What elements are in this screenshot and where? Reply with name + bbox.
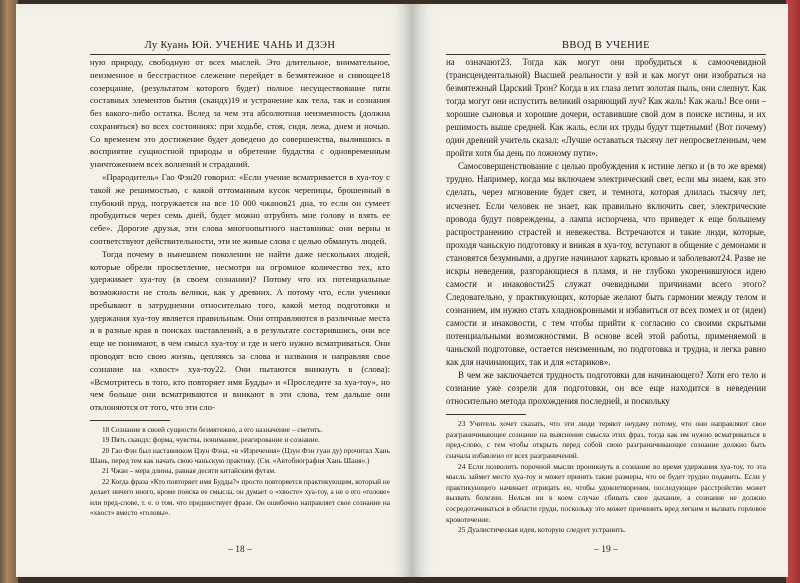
left-body-text bbox=[90, 56, 390, 414]
left-page bbox=[16, 4, 412, 577]
footnote-23: 23 Учитель хочет сказать, что эти люди теряют неудачу потому, что они направляют свое разграничивающее сознание на выяснение смысла этих фраз, тогда как им нужно всматриваться в пред-слово, с тем чтобы открыть перед собой свою разграничивающее сознание должно быть сначала избавлено от всех разграничений. bbox=[446, 419, 766, 461]
right-body-text bbox=[446, 56, 766, 408]
book-cover-edge-right bbox=[786, 0, 800, 583]
footnote-25: 25 Дуалистическая идея, которую следует устранить. bbox=[458, 525, 626, 535]
left-footnote-rule bbox=[90, 420, 170, 421]
right-head-rule bbox=[446, 54, 766, 55]
right-running-head: ВВОД В УЧЕНИЕ bbox=[562, 40, 650, 51]
footnote-18: 18 Сознание в своей сущности безмятежно, а его назначение – светить. bbox=[102, 425, 323, 434]
right-page bbox=[412, 4, 788, 577]
right-page-content bbox=[446, 56, 766, 536]
left-footnotes bbox=[90, 425, 390, 519]
left-page-content bbox=[90, 56, 390, 518]
right-paragraph: В чем же заключается трудность подготовки для начинающего? Хотя его тело и сознание уже созрели для подготовки, он все еще находится в неведении относительно метода прохождения последней, и поскольку bbox=[446, 370, 766, 407]
left-page-number: – 18 – bbox=[228, 545, 252, 555]
left-paragraph: «Прародитель» Гао Фэн20 говорил: «Если учение всматривается в хуа-тоу с такой же решимостью, с какой оттоманным кусок черепицы, брошенный в глубокий пруд, погружается на все 10 000 чжанов21 дна, то если он сумеет пробудиться через семь дней, будет можно отрубить мне голову и взять ее себе». Дорогие друзья, эти слова многоопытного наставника: они верны и соответствуют действительности, эти не живые слова с целью обмануть людей. bbox=[90, 172, 390, 246]
right-footnotes bbox=[446, 419, 766, 536]
left-running-head: Лу Куань Юй. УЧЕНИЕ ЧАНЬ И ДЗЭН bbox=[144, 40, 336, 51]
left-head-rule bbox=[90, 54, 390, 55]
right-paragraph: Самосовершенствование с целью пробуждения к истине легко и (в то же время) трудно. Например, когда мы включаем электрический свет, если мы знаем, как это сделать, через мгновение будет свет, и темнота, которая длилась тысячу лет, исчезнет. Если человек не знает, как правильно включить свет, электрические провода будут повреждены, а лампа испорчена, что приведет к еще большему распространению страстей и невежества. Встречаются и такие люди, которые, проходя чаньскую подготовку и вникая в хуа-тоу, вступают в общение с демонами и становятся безумными, а другие начинают харкать кровью и заболевают24. Разве не искры неведения, разгорающиеся в пламя, и не глубоко укоренившуюся идею самости и инаковости25 служат очевидными причинами всего этого? Следовательно, у практикующих, которые желают быть гармонии между телом и сознанием, им нужно стать хладнокровными и избавиться от всех помех и от (идеи) самости и инаковости, с тем чтобы прийти к согласию со своими скрытыми потенциальными возможностями. В основе всей этой работы, применяемой в чаньской подготовке, остается неизменным, но подготовка и трудна, и легка равно как для начинающих, так и для «стариков». bbox=[446, 161, 766, 368]
footnote-22: 22 Когда фраза «Кто повторяет имя Будды?» просто повторяется практикующим, который не делает ничего иного, кроме поиска ее смысла, он думает о «хвосте» хуа-тоу, а не о его «голове» или пред-слове, т. е. о том, что предшествует фразе. Он ошибочно направляет свое сознание на «хвост» вместо «головы». bbox=[90, 477, 390, 517]
right-footnote-rule bbox=[446, 414, 526, 415]
footnote-24: 24 Если позволить порочной мысли проникнуть в сознание во время удержания хуа-тоу, то эта мысль займет место хуа-тоу и может принять такие размеры, что ее будет трудно подавить. Если у практикующего начинает отрицать ее, чтобы удовлетворения, последующее расстройство может вызвать болезни. Нельзя ни в коем случае сбивать свое дыхание, а сознание не должно сосредотачиваться в области груди, поскольку это может причинить вред легким и вызвать горловое кровотечение. bbox=[446, 461, 766, 524]
footnote-20: 20 Гао Фэн был наставником Цзун Фэна, «в «Изречения» (Цзун Фэн гуан ду) прочитал Хань Шань, перед тем как начать свою чаньскую практику. (См. «Автобиография Хань Шаня».) bbox=[90, 446, 390, 466]
left-paragraph: ную природу, свободную от всех мыслей. Это длительное, внимательное, неизменное и бесстрастное слежение перейдет в безмятежное и сияющее18 созерцание, (результатом которого будет) полное несуществование пяти составных элементов бытия (скандх)19 и устранение как тела, так и сознания без какого-либо остатка. Вслед за чем эта абсолютная неизменность (должна сохраняться) во всех состояниях: при ходьбе, стоя, сидя, лежа, днем и ночью. Со временем это достижение будет доведено до совершенства, вылившись в восприятие сущностной природы и обретение буддства с одновременным уничтожением всех волнений и страданий. bbox=[90, 57, 390, 170]
footnote-19: 19 Пять скандх: форма, чувства, понимание, реагирование и сознание. bbox=[102, 436, 320, 445]
footnote-21: 21 Чжан – мера длины, равная десяти китайским футам. bbox=[102, 467, 276, 476]
right-paragraph: на означают23. Тогда как могут они пробудиться к самоочевидной (трансцендентальной) Высшей реальности у вэй и как могут они изобраться на безмятежный Царский Трон? Когда в их глаза летит золотая пыль, они слепнут. Как тогда могут они испустить великий озаряющий луч? Как жаль! Как жаль! Все они – хорошие сыновья и хорошие дочери, оставившие свой дом в поиске истины, и их решимость выше средней. Как жаль, если их труды будут тщетными! (Вот почему) один древний учитель сказал: «Лучше оставаться тысячу лет непросветленным, чем пройти хотя бы день по ложному пути». bbox=[446, 57, 766, 159]
left-paragraph: Тогда почему в нынешнем поколении не найти даже нескольких людей, которые обрели просветление, несмотря на огромное количество тех, кто удерживает хуа-тоу (в своем сознании)? Потому что их потенциальные возможности не столь велики, как у древних. А потому что, если ученики пребывают в затруднении относительно того, какой метод подготовки и удержания хуа-тоу является правильным. Они отправляются в различные места и в разные края в поисках наставлений, а в результате состарившись, они все еще не понимают, в чем смысл хуа-тоу и где и него нужно всматриваться. Они проводят всю свою жизнь, цепляясь за слова и названия и направляя свое сознание на «хвост» хуа-тоу22. Они пытаются вникнуть в (слова): «Всмотритесь в того, кто повторяет имя Будды» и «Проследите за хуа-тоу», но чем больше они всматриваются и вникают в эти слова, тем дальше они отклоняются от того, что эти сло- bbox=[90, 248, 390, 413]
right-page-number: – 19 – bbox=[594, 545, 618, 555]
